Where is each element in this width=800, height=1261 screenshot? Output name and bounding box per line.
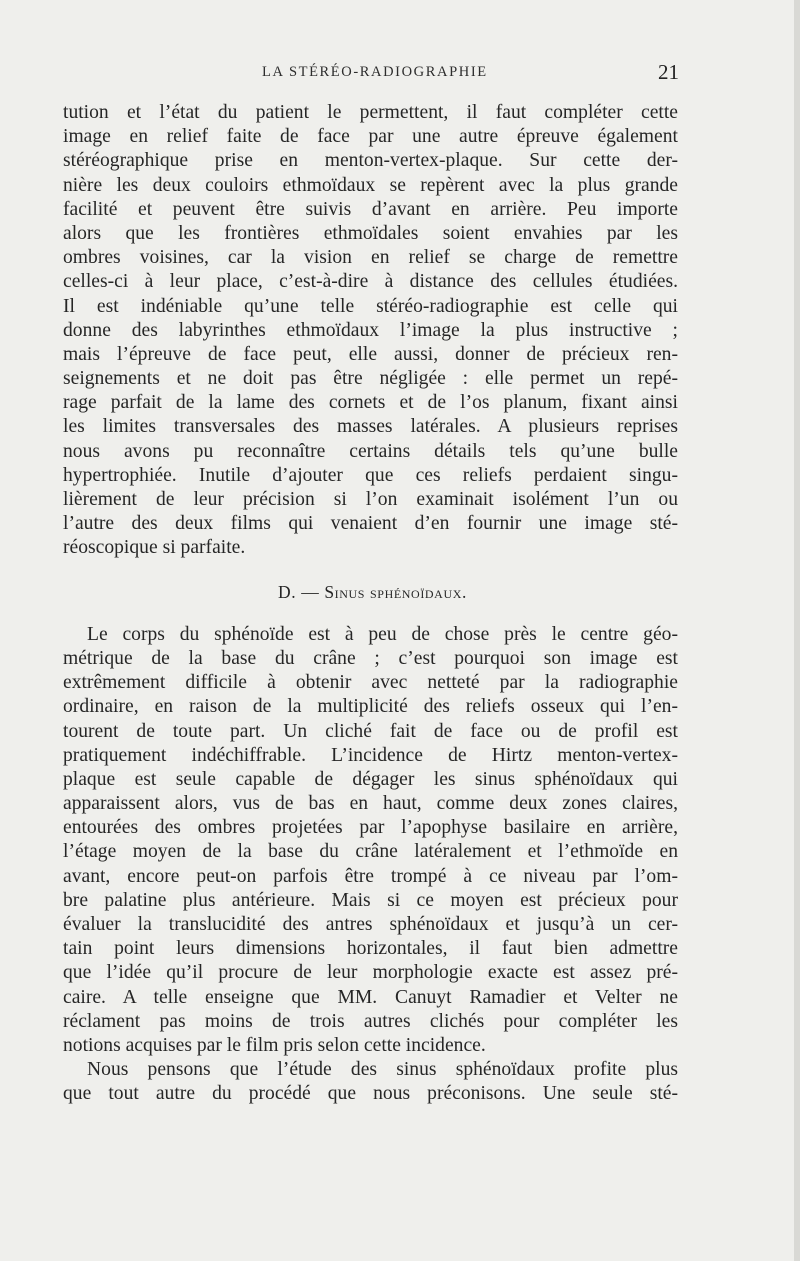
text-line: avant, encore peut-on parfois être trompé à ce niveau par l’om- [63,865,678,887]
page-number: 21 [658,60,679,84]
text-line: alors que les frontières ethmoïdales soient envahies par les [63,222,678,244]
text-line: image en relief faite de face par une autre épreuve également [63,126,678,148]
paragraph-1 [63,101,678,561]
text-line: évaluer la translucidité des antres sphénoïdaux et jusqu’à un cer- [63,914,678,935]
text-line: caire. A telle enseigne que MM. Canuyt Ramadier et Velter ne [63,986,678,1008]
paragraph-2 [63,623,678,1058]
text-line: Le corps du sphénoïde est à peu de chose près le centre géo- [87,623,678,645]
text-line: notions acquises par le film pris selon cette incidence. [63,1034,486,1056]
text-line: pratiquement indéchiffrable. L’incidence de Hirtz menton-vertex- [63,744,678,766]
body-text [63,101,678,1107]
running-head [0,60,800,90]
text-line: réoscopique si parfaite. [63,537,246,559]
section-heading [63,580,678,604]
text-line: ordinaire, en raison de la multiplicité des reliefs osseux qui l’en- [63,696,678,718]
text-line: ombres voisines, car la vision en relief se charge de remettre [63,247,678,269]
text-line: entourées des ombres projetées par l’apophyse basilaire en arrière, [63,817,678,839]
text-line: que l’idée qu’il procure de leur morphologie exacte est assez pré- [63,962,678,984]
text-line: les limites transversales des masses latérales. A plusieurs reprises [63,416,678,438]
text-line: que tout autre du procédé que nous préconisons. Une seule sté- [63,1083,678,1105]
text-line: Nous pensons que l’étude des sinus sphénoïdaux profite plus [87,1059,678,1081]
text-line: lièrement de leur précision si l’on examinait isolément l’un ou [63,489,678,510]
page-edge [794,0,800,1261]
text-line: stéréographique prise en menton-vertex-plaque. Sur cette der- [63,150,678,172]
text-line: donne des labyrinthes ethmoïdaux l’image la plus instructive ; [63,319,678,341]
text-line: facilité et peuvent être suivis d’avant en arrière. Peu importe [63,198,678,220]
text-line: l’étage moyen de la base du crâne latéralement et l’ethmoïde en [63,841,678,863]
section-label: D. — [278,581,320,602]
text-line: rage parfait de la lame des cornets et de l’os planum, fixant ainsi [63,392,678,414]
section-title: Sinus sphénoïdaux. [324,581,467,602]
text-line: apparaissent alors, vus de bas en haut, comme deux zones claires, [63,793,678,815]
text-line: l’autre des deux films qui venaient d’en fournir une image sté- [63,513,678,535]
text-line: métrique de la base du crâne ; c’est pourquoi son image est [63,647,678,669]
text-line: bre palatine plus antérieure. Mais si ce moyen est précieux pour [63,889,678,911]
text-line: nous avons pu reconnaître certains détails tels qu’une bulle [63,440,678,462]
text-line: Il est indéniable qu’une telle stéréo-radiographie est celle qui [63,295,678,317]
paragraph-3 [63,1058,678,1106]
text-line: nière les deux couloirs ethmoïdaux se repèrent avec la plus grande [63,174,678,196]
text-line: seignements et ne doit pas être négligée : elle permet un repé- [63,368,678,390]
running-title: LA STÉRÉO-RADIOGRAPHIE [262,64,488,80]
text-line: mais l’épreuve de face peut, elle aussi, donner de précieux ren- [63,343,678,365]
text-line: hypertrophiée. Inutile d’ajouter que ces reliefs perdaient singu- [63,464,678,486]
text-line: extrêmement difficile à obtenir avec netteté par la radiographie [63,672,678,694]
text-line: tourent de toute part. Un cliché fait de face ou de profil est [63,720,678,742]
text-line: plaque est seule capable de dégager les sinus sphénoïdaux qui [63,768,678,790]
text-line: réclament pas moins de trois autres clichés pour compléter les [63,1010,678,1032]
text-line: tain point leurs dimensions horizontales, il faut bien admettre [63,938,678,960]
text-line: celles-ci à leur place, c’est-à-dire à distance des cellules étudiées. [63,271,678,293]
text-line: tution et l’état du patient le permettent, il faut compléter cette [63,102,678,123]
